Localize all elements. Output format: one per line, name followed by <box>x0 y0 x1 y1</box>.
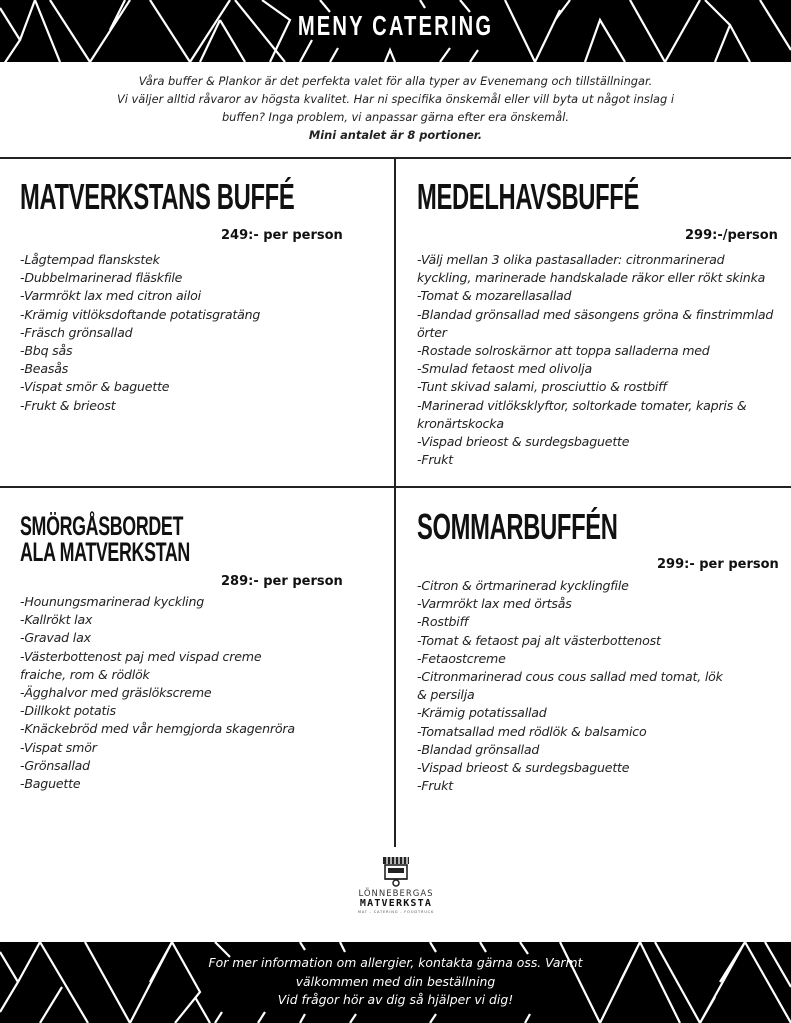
logo-brand: MATVERKSTA <box>359 898 433 909</box>
menu-item: -Tomatsallad med rödlök & balsamico <box>417 723 647 739</box>
section-sommarbuffen <box>417 506 787 830</box>
menu-item: -Frukt & brieost <box>20 397 116 413</box>
menu-item: -Vispad brieost & surdegsbaguette <box>417 760 630 776</box>
section-title: SOMMARBUFFÉN <box>417 506 618 547</box>
menu-item: -Krämig vitlöksdoftande potatisgratäng <box>20 306 261 322</box>
menu-item: -Fetaostcreme <box>417 650 506 666</box>
menu-item: -Citron & örtmarinerad kycklingfile <box>417 578 629 593</box>
menu-item: -Tomat & mozarellasallad <box>417 288 572 304</box>
section-title-line1: SMÖRGÅSBORDET <box>20 511 184 541</box>
menu-item-list <box>20 251 260 415</box>
menu-item: -Knäckebröd med vår hemgjorda skagenröra <box>20 721 295 737</box>
menu-item: kyckling, marinerade handskalade räkor eller rökt skinka <box>417 270 766 286</box>
company-logo <box>355 855 437 919</box>
menu-item: -Bbq sås <box>20 343 73 359</box>
menu-item: -Krämig potatissallad <box>417 705 547 721</box>
menu-item: kronärtskocka <box>417 415 504 431</box>
minimum-portions-note: Mini antalet är 8 portioner. <box>308 128 483 142</box>
menu-item: -Kallrökt lax <box>20 612 93 628</box>
menu-item: -Gravad lax <box>20 630 91 646</box>
menu-item-list <box>417 251 773 469</box>
menu-item: -Vispat smör & baguette <box>20 379 170 395</box>
intro-line: buffen? Inga problem, vi anpassar gärna efter era önskemål. <box>221 110 570 124</box>
menu-item: -Dubbelmarinerad fläskfile <box>20 270 183 286</box>
intro-text <box>0 72 791 144</box>
header-banner <box>0 0 791 62</box>
menu-item: -Varmrökt lax med citron ailoi <box>20 288 201 304</box>
menu-item: -Baguette <box>20 776 81 792</box>
section-price: 299:- per person <box>657 557 779 572</box>
menu-item: -Frukt <box>417 452 453 468</box>
intro-line: Våra buffer & Plankor är det perfekta valet för alla typer av Evenemang och tillställningar. <box>138 74 653 88</box>
menu-item: -Rostade solroskärnor att toppa salladerna med <box>417 343 710 359</box>
menu-item: -Beasås <box>20 361 69 377</box>
menu-item: -Vispat smör <box>20 739 97 755</box>
menu-item: -Marinerad vitlöksklyftor, soltorkade tomater, kapris & <box>417 397 747 413</box>
footer-line: For mer information om allergier, kontakta gärna oss. Varmt <box>208 955 583 970</box>
intro-line: Vi väljer alltid råvaror av högsta kvalitet. Har ni specifika önskemål eller vill byta ut något inslag i <box>116 92 675 106</box>
section-price: 289:- per person <box>221 574 343 589</box>
section-smorgasbordet <box>20 513 380 833</box>
menu-item: -Fräsch grönsallad <box>20 324 133 340</box>
menu-item: -Tomat & fetaost paj alt västerbottenost <box>417 632 661 648</box>
menu-item: -Vispad brieost & surdegsbaguette <box>417 434 630 450</box>
section-title-line2: ALA MATVERKSTAN <box>20 537 190 567</box>
menu-item: -Grönsallad <box>20 757 90 773</box>
divider-vertical <box>394 157 396 847</box>
menu-item: -Ägghalvor med gräslökscreme <box>20 685 212 701</box>
menu-item: & persilja <box>417 687 475 703</box>
menu-item: -Varmrökt lax med örtsås <box>417 596 572 612</box>
footer-banner <box>0 942 791 1023</box>
footer-text <box>0 954 791 1010</box>
logo-tagline: MAT - CATERING - FOODTRUCK <box>357 910 435 914</box>
section-title: MEDELHAVSBUFFÉ <box>417 176 639 217</box>
menu-item: -Blandad grönsallad med säsongens gröna & finstrimmlad <box>417 306 774 322</box>
menu-item: -Hounungsmarinerad kyckling <box>20 594 205 609</box>
menu-item: -Citronmarinerad cous cous sallad med tomat, lök <box>417 669 723 685</box>
footer-line: Vid frågor hör av dig så hjälper vi dig! <box>277 992 514 1007</box>
menu-item: -Lågtempad flanskstek <box>20 252 160 267</box>
menu-item: -Frukt <box>417 778 453 794</box>
menu-item-list <box>417 577 723 795</box>
menu-item: -Tunt skivad salami, prosciuttio & rostbiff <box>417 379 667 395</box>
section-medelhavsbuffe <box>417 176 787 480</box>
menu-item: -Blandad grönsallad <box>417 741 540 757</box>
menu-item: -Välj mellan 3 olika pastasallader: citronmarinerad <box>417 252 725 267</box>
section-matverkstans-buffe <box>20 176 380 480</box>
page-title: MENY CATERING <box>297 10 494 41</box>
section-price: 249:- per person <box>221 228 343 243</box>
menu-item: -Västerbottenost paj med vispad creme <box>20 648 262 664</box>
footer-line: välkommen med din beställning <box>295 973 496 989</box>
menu-item: -Dillkokt potatis <box>20 703 116 719</box>
menu-item: -Rostbiff <box>417 614 469 630</box>
logo-name: LÖNNEBERGAS <box>358 889 434 899</box>
menu-item: örter <box>417 324 447 340</box>
menu-item: fraiche, rom & rödlök <box>20 666 150 682</box>
food-truck-icon <box>379 855 413 887</box>
section-price: 299:-/person <box>685 228 778 243</box>
section-title: MATVERKSTANS BUFFÉ <box>20 176 295 217</box>
menu-item: -Smulad fetaost med olivolja <box>417 361 593 377</box>
menu-item-list <box>20 593 295 793</box>
